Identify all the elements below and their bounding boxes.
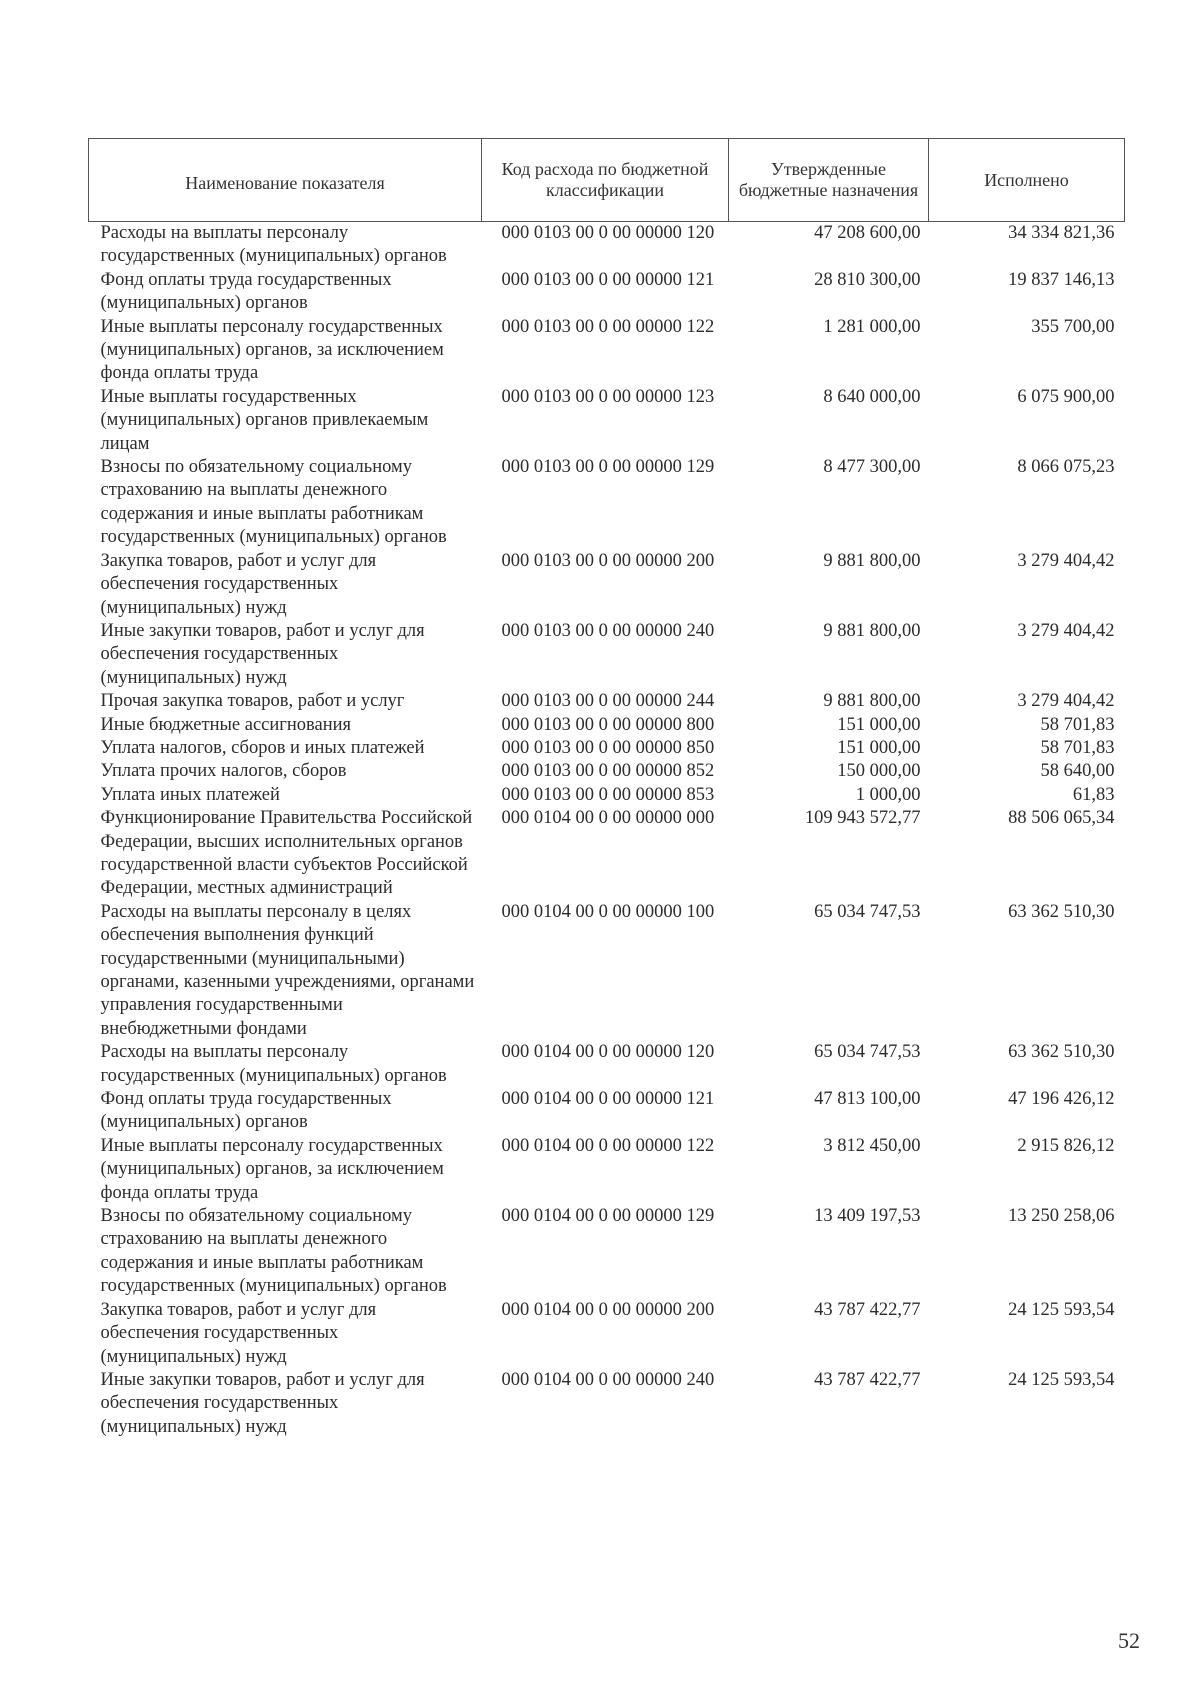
row-name-cell: Уплата налогов, сборов и иных платежей	[100, 737, 425, 758]
table-row	[89, 222, 1125, 269]
row-approved-cell: 65 034 747,53	[814, 1042, 921, 1063]
row-code-cell: 000 0103 00 0 00 00000 852	[501, 761, 715, 782]
row-executed-cell: 58 701,83	[1040, 714, 1115, 735]
row-executed-cell: 61,83	[1072, 784, 1115, 805]
row-approved-cell: 65 034 747,53	[814, 901, 921, 922]
row-approved-cell: 1 000,00	[855, 784, 921, 805]
table-row	[89, 1299, 1125, 1369]
row-name-cell: Расходы на выплаты персоналу в целях обеспечения выполнения функций государственными (муниципальными) органами, казенными учреждениями, органами управления государственными внебюджетными фондами	[100, 901, 475, 1039]
row-code-cell: 000 0103 00 0 00 00000 800	[501, 714, 715, 735]
row-executed-cell: 2 915 826,12	[1017, 1135, 1115, 1156]
row-name-cell: Расходы на выплаты персоналу государственных (муниципальных) органов	[100, 1042, 447, 1086]
row-code-cell: 000 0104 00 0 00 00000 129	[501, 1206, 715, 1227]
column-header-executed: Исполнено	[929, 139, 1125, 222]
row-executed-cell: 63 362 510,30	[1008, 1042, 1115, 1063]
row-executed-cell: 19 837 146,13	[1008, 269, 1115, 290]
row-code-cell: 000 0103 00 0 00 00000 244	[501, 691, 715, 712]
row-code-cell: 000 0103 00 0 00 00000 129	[501, 457, 715, 478]
table-row	[89, 386, 1125, 456]
row-executed-cell: 58 640,00	[1040, 761, 1115, 782]
row-code-cell: 000 0104 00 0 00 00000 100	[501, 901, 715, 922]
row-approved-cell: 109 943 572,77	[804, 808, 921, 829]
row-executed-cell: 3 279 404,42	[1017, 620, 1115, 641]
row-code-cell: 000 0103 00 0 00 00000 850	[501, 737, 715, 758]
row-code-cell: 000 0104 00 0 00 00000 122	[501, 1135, 715, 1156]
row-name-cell: Фонд оплаты труда государственных (муниципальных) органов	[100, 1089, 392, 1133]
table-row	[89, 316, 1125, 386]
row-code-cell: 000 0103 00 0 00 00000 122	[501, 316, 715, 337]
row-code-cell: 000 0104 00 0 00 00000 121	[501, 1089, 715, 1110]
row-approved-cell: 150 000,00	[837, 761, 921, 782]
row-executed-cell: 8 066 075,23	[1017, 457, 1115, 478]
row-code-cell: 000 0104 00 0 00 00000 120	[501, 1042, 715, 1063]
row-name-cell: Уплата прочих налогов, сборов	[100, 761, 347, 782]
row-name-cell: Фонд оплаты труда государственных (муниципальных) органов	[100, 269, 392, 314]
row-code-cell: 000 0103 00 0 00 00000 123	[501, 386, 715, 407]
row-approved-cell: 43 787 422,77	[814, 1369, 921, 1390]
page-number: 52	[1118, 1628, 1140, 1653]
row-approved-cell: 1 281 000,00	[823, 316, 921, 337]
row-executed-cell: 355 700,00	[1031, 316, 1115, 337]
table-header	[89, 139, 1125, 222]
row-approved-cell: 151 000,00	[837, 737, 921, 758]
table-row	[89, 690, 1125, 713]
row-approved-cell: 47 208 600,00	[814, 223, 921, 243]
row-executed-cell: 3 279 404,42	[1017, 691, 1115, 712]
column-header-name: Наименование показателя	[89, 139, 482, 222]
row-executed-cell: 88 506 065,34	[1008, 808, 1115, 829]
row-approved-cell: 13 409 197,53	[814, 1206, 921, 1227]
table-body	[89, 222, 1125, 1440]
row-name-cell: Закупка товаров, работ и услуг для обеспечения государственных (муниципальных) нужд	[100, 550, 377, 618]
row-code-cell: 000 0104 00 0 00 00000 200	[501, 1299, 715, 1320]
table-row	[89, 737, 1125, 760]
row-approved-cell: 151 000,00	[837, 714, 921, 735]
row-name-cell: Иные выплаты персоналу государственных (муниципальных) органов, за исключением фонда оплаты труда	[100, 316, 444, 384]
row-name-cell: Функционирование Правительства Российской Федерации, высших исполнительных органов государственной власти субъектов Российской Федерации, местных администраций	[100, 808, 473, 899]
row-approved-cell: 47 813 100,00	[814, 1089, 921, 1110]
row-name-cell: Уплата иных платежей	[100, 784, 280, 805]
row-code-cell: 000 0103 00 0 00 00000 240	[501, 620, 715, 641]
row-executed-cell: 58 701,83	[1040, 737, 1115, 758]
row-executed-cell: 24 125 593,54	[1008, 1299, 1115, 1320]
row-name-cell: Взносы по обязательному социальному страхованию на выплаты денежного содержания и иные выплаты работникам государственных (муниципальных) органов	[100, 1206, 447, 1297]
row-code-cell: 000 0104 00 0 00 00000 240	[501, 1369, 715, 1390]
table-row	[89, 620, 1125, 690]
row-name-cell: Иные выплаты государственных (муниципальных) органов привлекаемым лицам	[100, 386, 429, 454]
row-executed-cell: 13 250 258,06	[1008, 1206, 1115, 1227]
table-row	[89, 1369, 1125, 1439]
column-header-approved: Утвержденные бюджетные назначения	[729, 139, 929, 222]
row-approved-cell: 8 477 300,00	[823, 457, 921, 478]
row-name-cell: Расходы на выплаты персоналу государственных (муниципальных) органов	[100, 223, 447, 267]
row-code-cell: 000 0103 00 0 00 00000 120	[501, 223, 715, 243]
row-name-cell: Иные бюджетные ассигнования	[100, 714, 352, 735]
row-code-cell: 000 0104 00 0 00 00000 000	[501, 808, 715, 829]
table-row	[89, 1088, 1125, 1135]
table-row	[89, 784, 1125, 807]
row-approved-cell: 28 810 300,00	[814, 269, 921, 290]
row-name-cell: Иные выплаты персоналу государственных (муниципальных) органов, за исключением фонда оплаты труда	[100, 1135, 444, 1203]
row-approved-cell: 8 640 000,00	[823, 386, 921, 407]
table-row	[89, 714, 1125, 737]
table-row	[89, 1205, 1125, 1299]
row-executed-cell: 24 125 593,54	[1008, 1369, 1115, 1390]
row-code-cell: 000 0103 00 0 00 00000 853	[501, 784, 715, 805]
table-row	[89, 456, 1125, 550]
row-name-cell: Взносы по обязательному социальному страхованию на выплаты денежного содержания и иные выплаты работникам государственных (муниципальных) органов	[100, 457, 447, 548]
row-executed-cell: 34 334 821,36	[1008, 223, 1115, 243]
row-approved-cell: 9 881 800,00	[823, 620, 921, 641]
row-executed-cell: 63 362 510,30	[1008, 901, 1115, 922]
table-row	[89, 760, 1125, 783]
table-row	[89, 901, 1125, 1041]
table-row	[89, 807, 1125, 901]
table-row	[89, 1041, 1125, 1088]
row-executed-cell: 47 196 426,12	[1008, 1089, 1115, 1110]
row-name-cell: Иные закупки товаров, работ и услуг для обеспечения государственных (муниципальных) нужд	[100, 1369, 425, 1437]
row-executed-cell: 3 279 404,42	[1017, 550, 1115, 571]
row-approved-cell: 9 881 800,00	[823, 550, 921, 571]
row-code-cell: 000 0103 00 0 00 00000 200	[501, 550, 715, 571]
table-row	[89, 550, 1125, 620]
row-code-cell: 000 0103 00 0 00 00000 121	[501, 269, 715, 290]
row-approved-cell: 43 787 422,77	[814, 1299, 921, 1320]
budget-execution-table	[88, 138, 1125, 1439]
row-executed-cell: 6 075 900,00	[1017, 386, 1115, 407]
row-name-cell: Закупка товаров, работ и услуг для обеспечения государственных (муниципальных) нужд	[100, 1299, 377, 1367]
table-row	[89, 269, 1125, 316]
budget-report-page	[88, 138, 1124, 1439]
row-approved-cell: 9 881 800,00	[823, 691, 921, 712]
row-name-cell: Прочая закупка товаров, работ и услуг	[100, 691, 405, 712]
row-approved-cell: 3 812 450,00	[823, 1135, 921, 1156]
table-row	[89, 1135, 1125, 1205]
row-name-cell: Иные закупки товаров, работ и услуг для обеспечения государственных (муниципальных) нужд	[100, 620, 425, 688]
column-header-code: Код расхода по бюджетной классификации	[482, 139, 729, 222]
